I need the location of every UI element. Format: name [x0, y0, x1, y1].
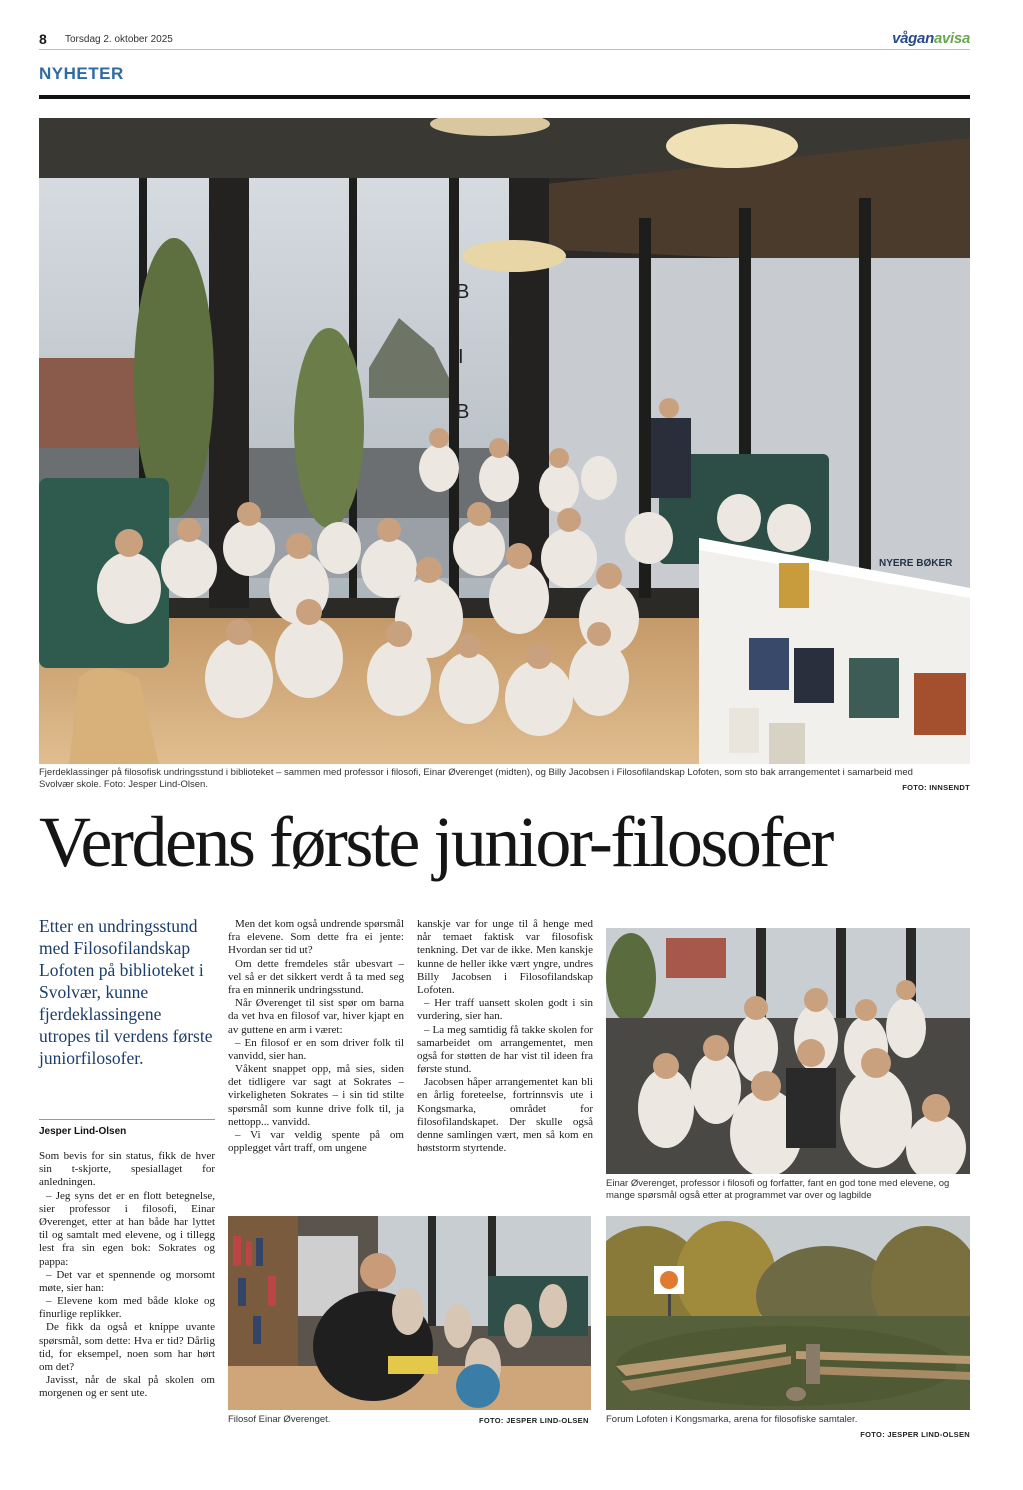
article-column-2	[228, 918, 404, 1155]
page-header	[39, 30, 970, 50]
paragraph: Men det kom også undrende spørsmål fra elevene. Som dette fra ei jente: Hvordan ser tid ut?	[228, 918, 404, 957]
main-photo	[39, 118, 970, 764]
photo-philosopher-credit: FOTO: JESPER LIND-OLSEN	[479, 1416, 589, 1425]
newspaper-logo[interactable]	[892, 30, 970, 47]
shelf-label: NYERE BØKER	[879, 558, 953, 569]
article-lead: Etter en undringsstund med Filosofilandskap Lofoten på biblioteket i Svolvær, kunne fjerdeklassingene utropes til verdens første juniorfilosofer.	[39, 916, 213, 1069]
photo-forum-caption: Forum Lofoten i Kongsmarka, arena for filosofiske samtaler.	[606, 1414, 858, 1425]
byline-rule	[39, 1119, 215, 1120]
section-title: NYHETER	[39, 64, 124, 83]
logo-part-avisa: avisa	[933, 30, 970, 47]
window-letter-1: B	[456, 281, 470, 303]
paragraph: De fikk da også et knippe uvante spørsmål, som dette: Hva er tid? Dårlig tid, for eksempel, noen som har hørt om det?	[39, 1321, 215, 1373]
photo-students-group-caption: Einar Øverenget, professor i filosofi og forfatter, fant en god tone med elevene, og mange spørsmål også etter at programmet var over og lagbilde	[606, 1178, 950, 1202]
paragraph: – Her traff uansett skolen godt i sin vurdering, sier han.	[417, 997, 593, 1023]
main-photo-caption: Fjerdeklassinger på filosofisk undringsstund i biblioteket – sammen med professor i filosofi, Einar Øverenget (midten), og Billy Jacobsen i Filosofilandskap Lofoten, som sto bak arrangementet i samarbeid med Svolvær skole. Foto: Jesper Lind-Olsen.	[39, 767, 913, 791]
photo-philosopher	[228, 1216, 591, 1410]
section-rule	[39, 95, 970, 99]
paragraph: – La meg samtidig få takke skolen for samarbeidet om arrangementet, men også for støtten de har vist til ideen fra første stund.	[417, 1023, 593, 1076]
window-letter-3: B	[456, 401, 470, 423]
article-byline: Jesper Lind-Olsen	[39, 1126, 127, 1137]
paragraph: – Elevene kom med både kloke og finurlige replikker.	[39, 1295, 215, 1321]
paragraph: Som bevis for sin status, fikk de hver sin t-skjorte, spesiallaget for anledningen.	[39, 1150, 215, 1189]
paragraph: kanskje var for unge til å henge med når temaet faktisk var filosofisk tenkning. Det var de ikke. Men kanskje kunne de heller ikke vært yngre, undres Billy Jacobsen i Filosofilandskap Lofoten.	[417, 918, 593, 996]
page-number: 8	[39, 31, 47, 47]
article-column-3	[417, 918, 593, 1155]
paragraph: – Det var et spennende og morsomt møte, sier han:	[39, 1268, 215, 1294]
paragraph: Våkent snappet opp, må sies, siden det tidligere var sagt at Sokrates – virkeligheten Sokrates – i sin tid stilte spørsmål som kunne drive folk til, ja nettopp... vanvidd.	[228, 1063, 404, 1128]
article-column-1	[39, 1150, 215, 1401]
paragraph: – Vi var veldig spente på om opplegget vårt traff, om ungene	[228, 1129, 404, 1155]
photo-philosopher-caption: Filosof Einar Øverenget.	[228, 1414, 331, 1425]
paragraph: – Jeg syns det er en flott betegnelse, sier professor i filosofi, Einar Øverenget, etter at han både har lyttet til og samtalt med elevene, og i tillegg lest fra sin egen bok: Sokrates og pappa:	[39, 1189, 215, 1268]
main-photo-credit: FOTO: INNSENDT	[902, 783, 970, 792]
paragraph: Om dette fremdeles står ubesvart – vel så er det sikkert verdt å ta med seg fra en minnerik undringsstund.	[228, 957, 404, 996]
article-headline: Verdens første junior-filosofer	[39, 802, 832, 882]
logo-part-vagan: vågan	[892, 30, 934, 47]
paragraph: Jacobsen håper arrangementet kan bli en årlig foreteelse, fortrinnsvis ute i Kongsmarka, området for filosofilandskapet. Der skulle også denne samlingen vært, men så kom en høststorm styrtende.	[417, 1076, 593, 1155]
issue-date: Torsdag 2. oktober 2025	[65, 34, 173, 45]
photo-forum-credit: FOTO: JESPER LIND-OLSEN	[860, 1430, 970, 1439]
paragraph: Når Øverenget til sist spør om barna da vet hva en filosof var, hiver kjapt en av guttene en arm i været:	[228, 997, 404, 1036]
window-letter-2: I	[458, 346, 464, 368]
paragraph: Javisst, når de skal på skolen om morgenen og er sent ute.	[39, 1374, 215, 1400]
paragraph: – En filosof er en som driver folk til vanvidd, sier han.	[228, 1036, 404, 1062]
photo-students-group	[606, 928, 970, 1174]
photo-forum-kongsmarka	[606, 1216, 970, 1410]
